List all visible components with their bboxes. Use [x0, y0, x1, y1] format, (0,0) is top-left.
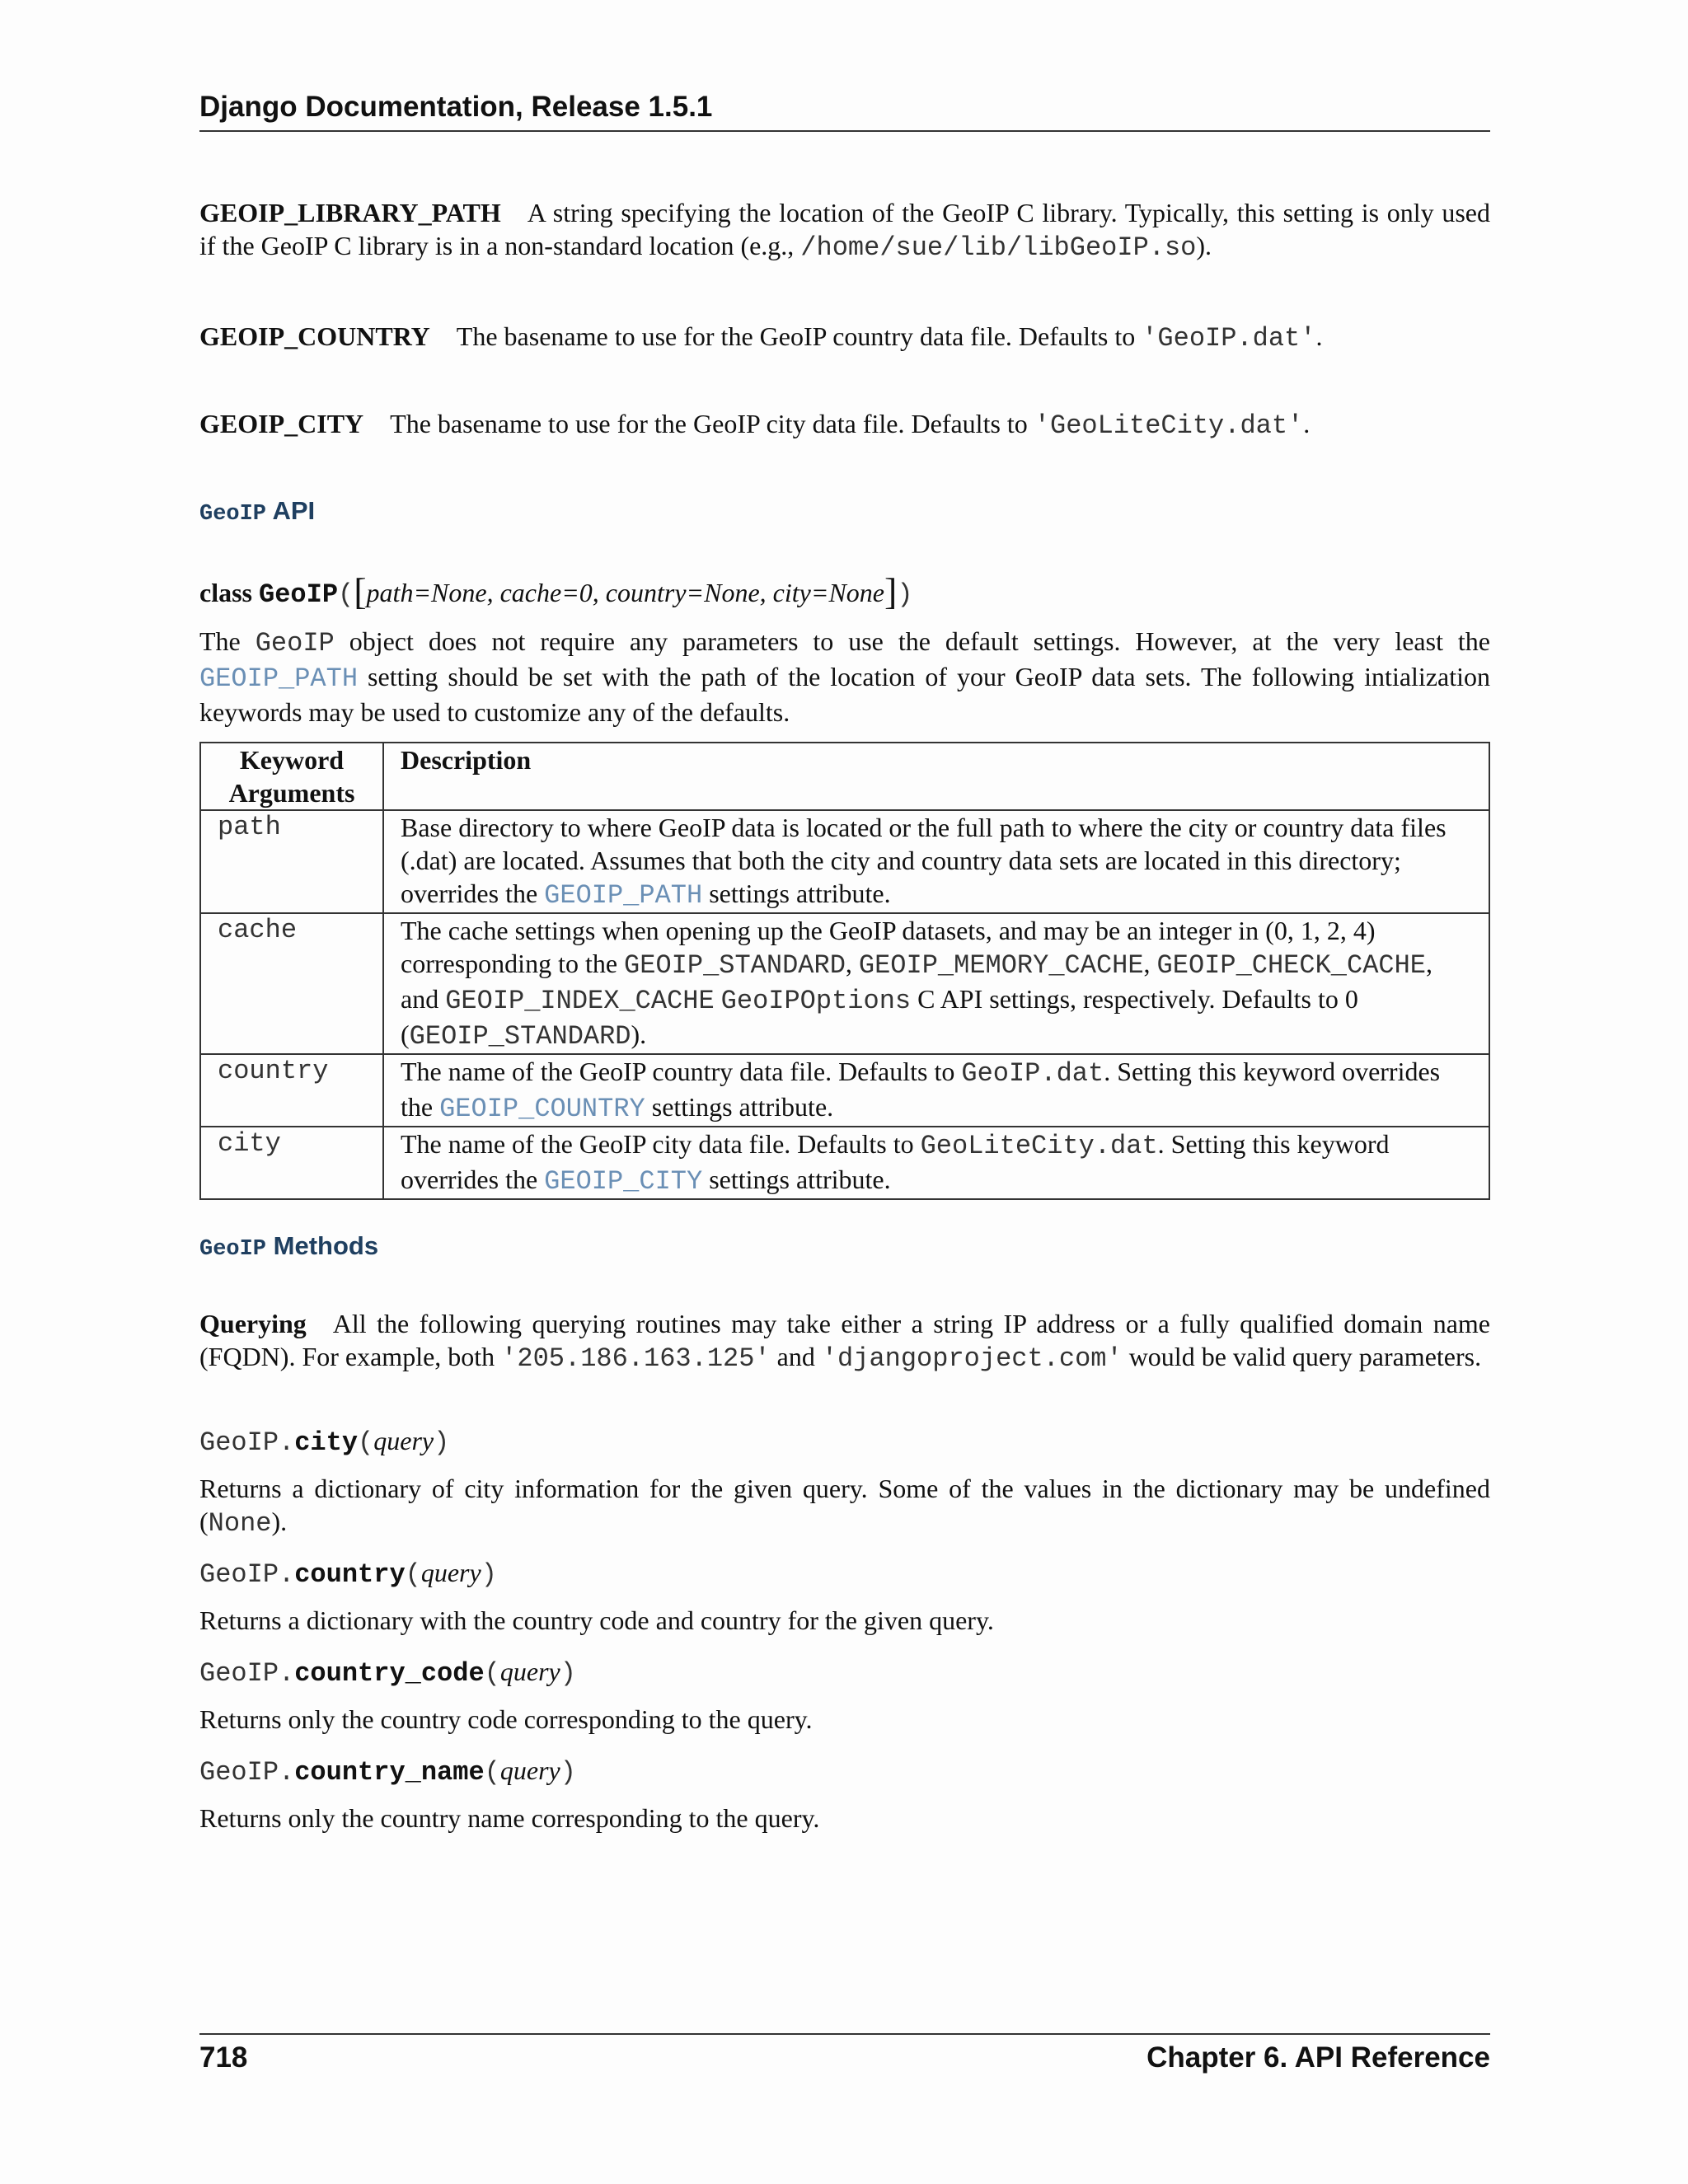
setting-geoip-library-path: [199, 196, 1490, 265]
class-signature: class GeoIP([path=None, cache=0, country=None, city=None]): [199, 570, 913, 612]
table-cell-key: cache: [200, 913, 383, 1054]
desc-text: . Setting this keyword overrides the: [401, 1129, 1390, 1194]
method-prefix: GeoIP.: [199, 1658, 295, 1689]
setting-geoip-city: [199, 407, 1490, 443]
section-heading-api: [199, 496, 315, 527]
table-row: [200, 1054, 1489, 1127]
inline-code: GEOIP_STANDARD: [409, 1021, 631, 1052]
desc-text: settings attribute.: [702, 879, 891, 908]
keyword-arguments-table: [199, 742, 1490, 1200]
setting-desc-tail: ).: [1196, 231, 1212, 260]
querying-term: Querying: [199, 1309, 307, 1338]
method-desc-text: ).: [271, 1507, 288, 1536]
table-cell-desc: [383, 1054, 1489, 1127]
table-cell-desc: [383, 810, 1489, 913]
desc-text: The name of the GeoIP city data file. Defaults to: [401, 1129, 921, 1159]
table-row: [200, 1127, 1489, 1199]
class-params: path=None, cache=0, country=None, city=None: [366, 578, 884, 607]
querying-text: would be valid query parameters.: [1122, 1342, 1482, 1371]
setting-name: GEOIP_COUNTRY: [199, 321, 430, 351]
class-name: GeoIP: [259, 579, 339, 610]
geoip-city-link[interactable]: GEOIP_CITY: [544, 1166, 703, 1197]
page-header-title: Django Documentation, Release 1.5.1: [199, 91, 713, 123]
setting-desc: A string specifying the location of the GeoIP C library. Typically, this setting is only used if the GeoIP C library is in a non-standard location (e.g.,: [199, 198, 1490, 260]
chapter-title: Chapter 6. API Reference: [1146, 2041, 1490, 2074]
inline-code: '205.186.163.125': [501, 1343, 771, 1374]
setting-code: /home/sue/lib/libGeoIP.so: [800, 232, 1197, 263]
method-name: city: [294, 1427, 359, 1458]
querying-text: and: [770, 1342, 822, 1371]
table-cell-desc: [383, 1127, 1489, 1199]
desc-text: C API settings, respectively. Defaults to 0 (: [401, 984, 1358, 1049]
inline-code: 'djangoproject.com': [821, 1343, 1123, 1374]
method-name: country: [294, 1559, 406, 1590]
setting-desc: The basename to use for the GeoIP city data file. Defaults to: [390, 409, 1034, 438]
setting-code: 'GeoLiteCity.dat': [1034, 410, 1304, 441]
desc-text: Base directory to where GeoIP data is located or the full path to where the city or country data files (.dat) are located. Assumes that both the city and country data sets are located in this directory; overrides the: [401, 813, 1447, 908]
method-arg: query: [499, 1657, 560, 1686]
method-signature-city: GeoIP.city(query): [199, 1426, 450, 1458]
section-heading-methods: [199, 1231, 378, 1262]
method-desc-text: Returns a dictionary of city information for the given query. Some of the values in the dictionary may be undefined (: [199, 1474, 1490, 1536]
page-header: [199, 91, 1490, 132]
desc-text: settings attribute.: [702, 1165, 891, 1194]
method-desc-text: Returns only the country name corresponding to the query.: [199, 1803, 820, 1833]
setting-geoip-country: [199, 320, 1490, 355]
method-prefix: GeoIP.: [199, 1757, 295, 1788]
inline-code: GeoIP: [255, 628, 335, 658]
method-arg: query: [373, 1426, 434, 1455]
table-cell-desc: The cache settings when opening up the GeoIP datasets, and may be an integer in (0, 1, 2, 4) corresponding to the GEOIP_STANDARD, GEOIP_MEMORY_CACHE, GEOIP_CHECK_CACHE, and GEOIP_INDEX_CACHE GeoIPOptions C API settings, respectively. Defaults to 0 (GEOIP_STANDARD).: [383, 913, 1489, 1054]
method-desc-country-code: [199, 1703, 1490, 1736]
heading-text: API: [272, 496, 316, 525]
setting-name: GEOIP_CITY: [199, 409, 364, 438]
method-signature-country: GeoIP.country(query): [199, 1558, 497, 1590]
querying-text: All the following querying routines may take either a string IP address or a fully qualified domain name (FQDN). For example, both: [199, 1309, 1490, 1371]
table-cell-key: city: [200, 1127, 383, 1199]
geoip-country-link[interactable]: GEOIP_COUNTRY: [439, 1094, 645, 1124]
page-number: 718: [199, 2041, 248, 2074]
table-cell-key: path: [200, 810, 383, 913]
method-arg: query: [499, 1755, 560, 1785]
method-signature-country-name: GeoIP.country_name(query): [199, 1755, 576, 1788]
intro-text: object does not require any parameters to use the default settings. However, at the very least the: [334, 626, 1491, 656]
table-cell-key: country: [200, 1054, 383, 1127]
inline-code: None: [208, 1508, 272, 1539]
method-desc-country-name: [199, 1802, 1490, 1835]
table-header-keyword: Keyword Arguments: [200, 743, 383, 810]
intro-text: setting should be set with the path of the location of your GeoIP data sets. The following intialization keywords may be used to customize any of the defaults.: [199, 662, 1490, 727]
heading-text: Methods: [273, 1231, 379, 1260]
setting-desc: The basename to use for the GeoIP country data file. Defaults to: [456, 321, 1142, 351]
heading-code: GeoIP: [199, 502, 267, 527]
method-name: country_code: [294, 1658, 485, 1689]
method-prefix: GeoIP.: [199, 1427, 295, 1458]
desc-text: settings attribute.: [645, 1092, 834, 1122]
inline-code: GEOIP_CHECK_CACHE: [1156, 950, 1426, 981]
inline-code: GeoIP.dat: [961, 1058, 1104, 1089]
inline-code: GEOIP_INDEX_CACHE: [445, 986, 715, 1016]
desc-text: . Setting this keyword overrides the: [401, 1057, 1441, 1122]
setting-code: 'GeoIP.dat': [1142, 323, 1316, 354]
setting-desc-tail: .: [1315, 321, 1323, 351]
desc-text: The cache settings when opening up the GeoIP datasets, and may be an integer in (0, 1, 2, 4) corresponding to the: [401, 916, 1376, 978]
inline-code: GeoIPOptions: [720, 986, 912, 1016]
intro-text: The: [199, 626, 256, 656]
table-row: [200, 913, 1489, 1054]
inline-code: GEOIP_MEMORY_CACHE: [858, 950, 1144, 981]
class-keyword: class: [199, 578, 252, 607]
desc-text: ).: [631, 1019, 647, 1049]
method-desc-text: Returns a dictionary with the country code and country for the given query.: [199, 1605, 994, 1635]
method-signature-country-code: GeoIP.country_code(query): [199, 1657, 576, 1689]
setting-desc-tail: .: [1303, 409, 1311, 438]
inline-code: GeoLiteCity.dat: [920, 1131, 1158, 1161]
method-desc-country: [199, 1604, 1490, 1637]
method-desc-city: [199, 1472, 1490, 1540]
method-name: country_name: [294, 1757, 485, 1788]
querying-paragraph: [199, 1307, 1490, 1376]
table-header-row: [200, 743, 1489, 810]
geoip-path-link[interactable]: GEOIP_PATH: [199, 663, 359, 694]
inline-code: GEOIP_STANDARD: [624, 950, 846, 981]
page-footer: [199, 2033, 1490, 2074]
method-prefix: GeoIP.: [199, 1559, 295, 1590]
table-header-description: Description: [383, 743, 1489, 810]
heading-code: GeoIP: [199, 1237, 267, 1262]
intro-paragraph: [199, 625, 1490, 729]
setting-name: GEOIP_LIBRARY_PATH: [199, 198, 501, 227]
desc-text: The name of the GeoIP country data file. Defaults to: [401, 1057, 962, 1086]
method-desc-text: Returns only the country code corresponding to the query.: [199, 1704, 813, 1734]
method-arg: query: [420, 1558, 481, 1587]
geoip-path-link[interactable]: GEOIP_PATH: [544, 880, 703, 911]
table-row: [200, 810, 1489, 913]
